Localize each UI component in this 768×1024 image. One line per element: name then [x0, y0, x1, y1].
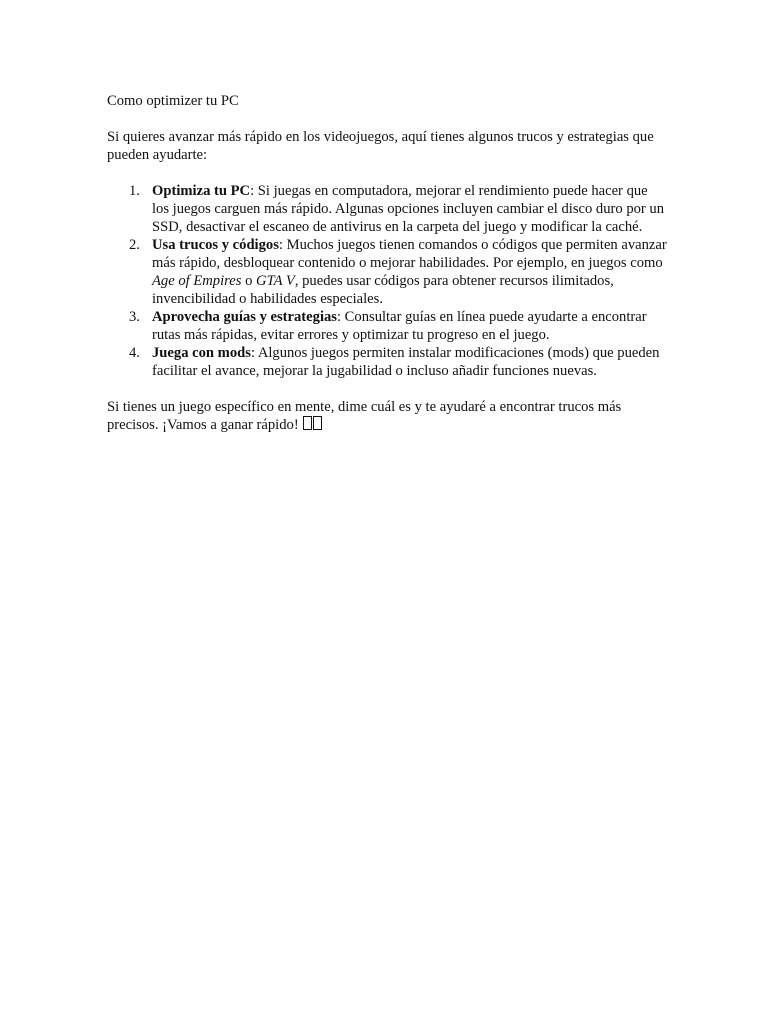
intro-paragraph: Si quieres avanzar más rápido en los videojuegos, aquí tienes algunos trucos y estrategias que pueden ayudarte:	[107, 129, 654, 163]
list-item-body: : Consultar guías en línea puede ayudarte a encontrar rutas más rápidas, evitar errores y optimizar tu progreso en el juego.	[152, 309, 647, 343]
list-item-body: o	[241, 273, 257, 289]
missing-glyph-icon	[303, 416, 312, 430]
missing-glyph-icon	[313, 416, 322, 430]
list-item-heading: Optimiza tu PC	[152, 183, 251, 199]
document-title: Como optimizer tu PC	[107, 93, 239, 109]
document-page	[107, 92, 667, 434]
list-item	[107, 236, 667, 308]
list-number: 4.	[129, 345, 140, 361]
list-item-body: : Si juegas en computadora, mejorar el rendimiento puede hacer que los juegos carguen más rápido. Algunas opciones incluyen cambiar el disco duro por un SSD, desactivar el escaneo de antivirus en la carpeta del juego y modificar la caché.	[152, 183, 665, 235]
closing-paragraph	[107, 398, 667, 434]
list-item-heading: Juega con mods	[152, 345, 251, 361]
list-number: 1.	[129, 183, 140, 199]
game-title: Age of Empires	[152, 273, 242, 289]
list-item	[107, 344, 667, 380]
tips-list	[107, 182, 667, 380]
list-item	[107, 308, 667, 344]
list-item-body: : Algunos juegos permiten instalar modificaciones (mods) que pueden facilitar el avance, mejorar la jugabilidad o incluso añadir funciones nuevas.	[152, 345, 660, 379]
list-item-body: , puedes usar códigos para obtener recursos ilimitados, invencibilidad o habilidades especiales.	[152, 273, 614, 307]
game-title: GTA V	[256, 273, 295, 289]
list-item-heading: Usa trucos y códigos	[152, 237, 279, 253]
list-item	[107, 182, 667, 236]
list-item-heading: Aprovecha guías y estrategias	[152, 309, 337, 325]
list-number: 3.	[129, 309, 140, 325]
list-item-body: : Muchos juegos tienen comandos o códigos que permiten avanzar más rápido, desbloquear contenido o mejorar habilidades. Por ejemplo, en juegos como	[152, 237, 667, 271]
list-number: 2.	[129, 237, 140, 253]
closing-text: Si tienes un juego específico en mente, dime cuál es y te ayudaré a encontrar trucos más precisos. ¡Vamos a ganar rápido!	[107, 399, 622, 433]
